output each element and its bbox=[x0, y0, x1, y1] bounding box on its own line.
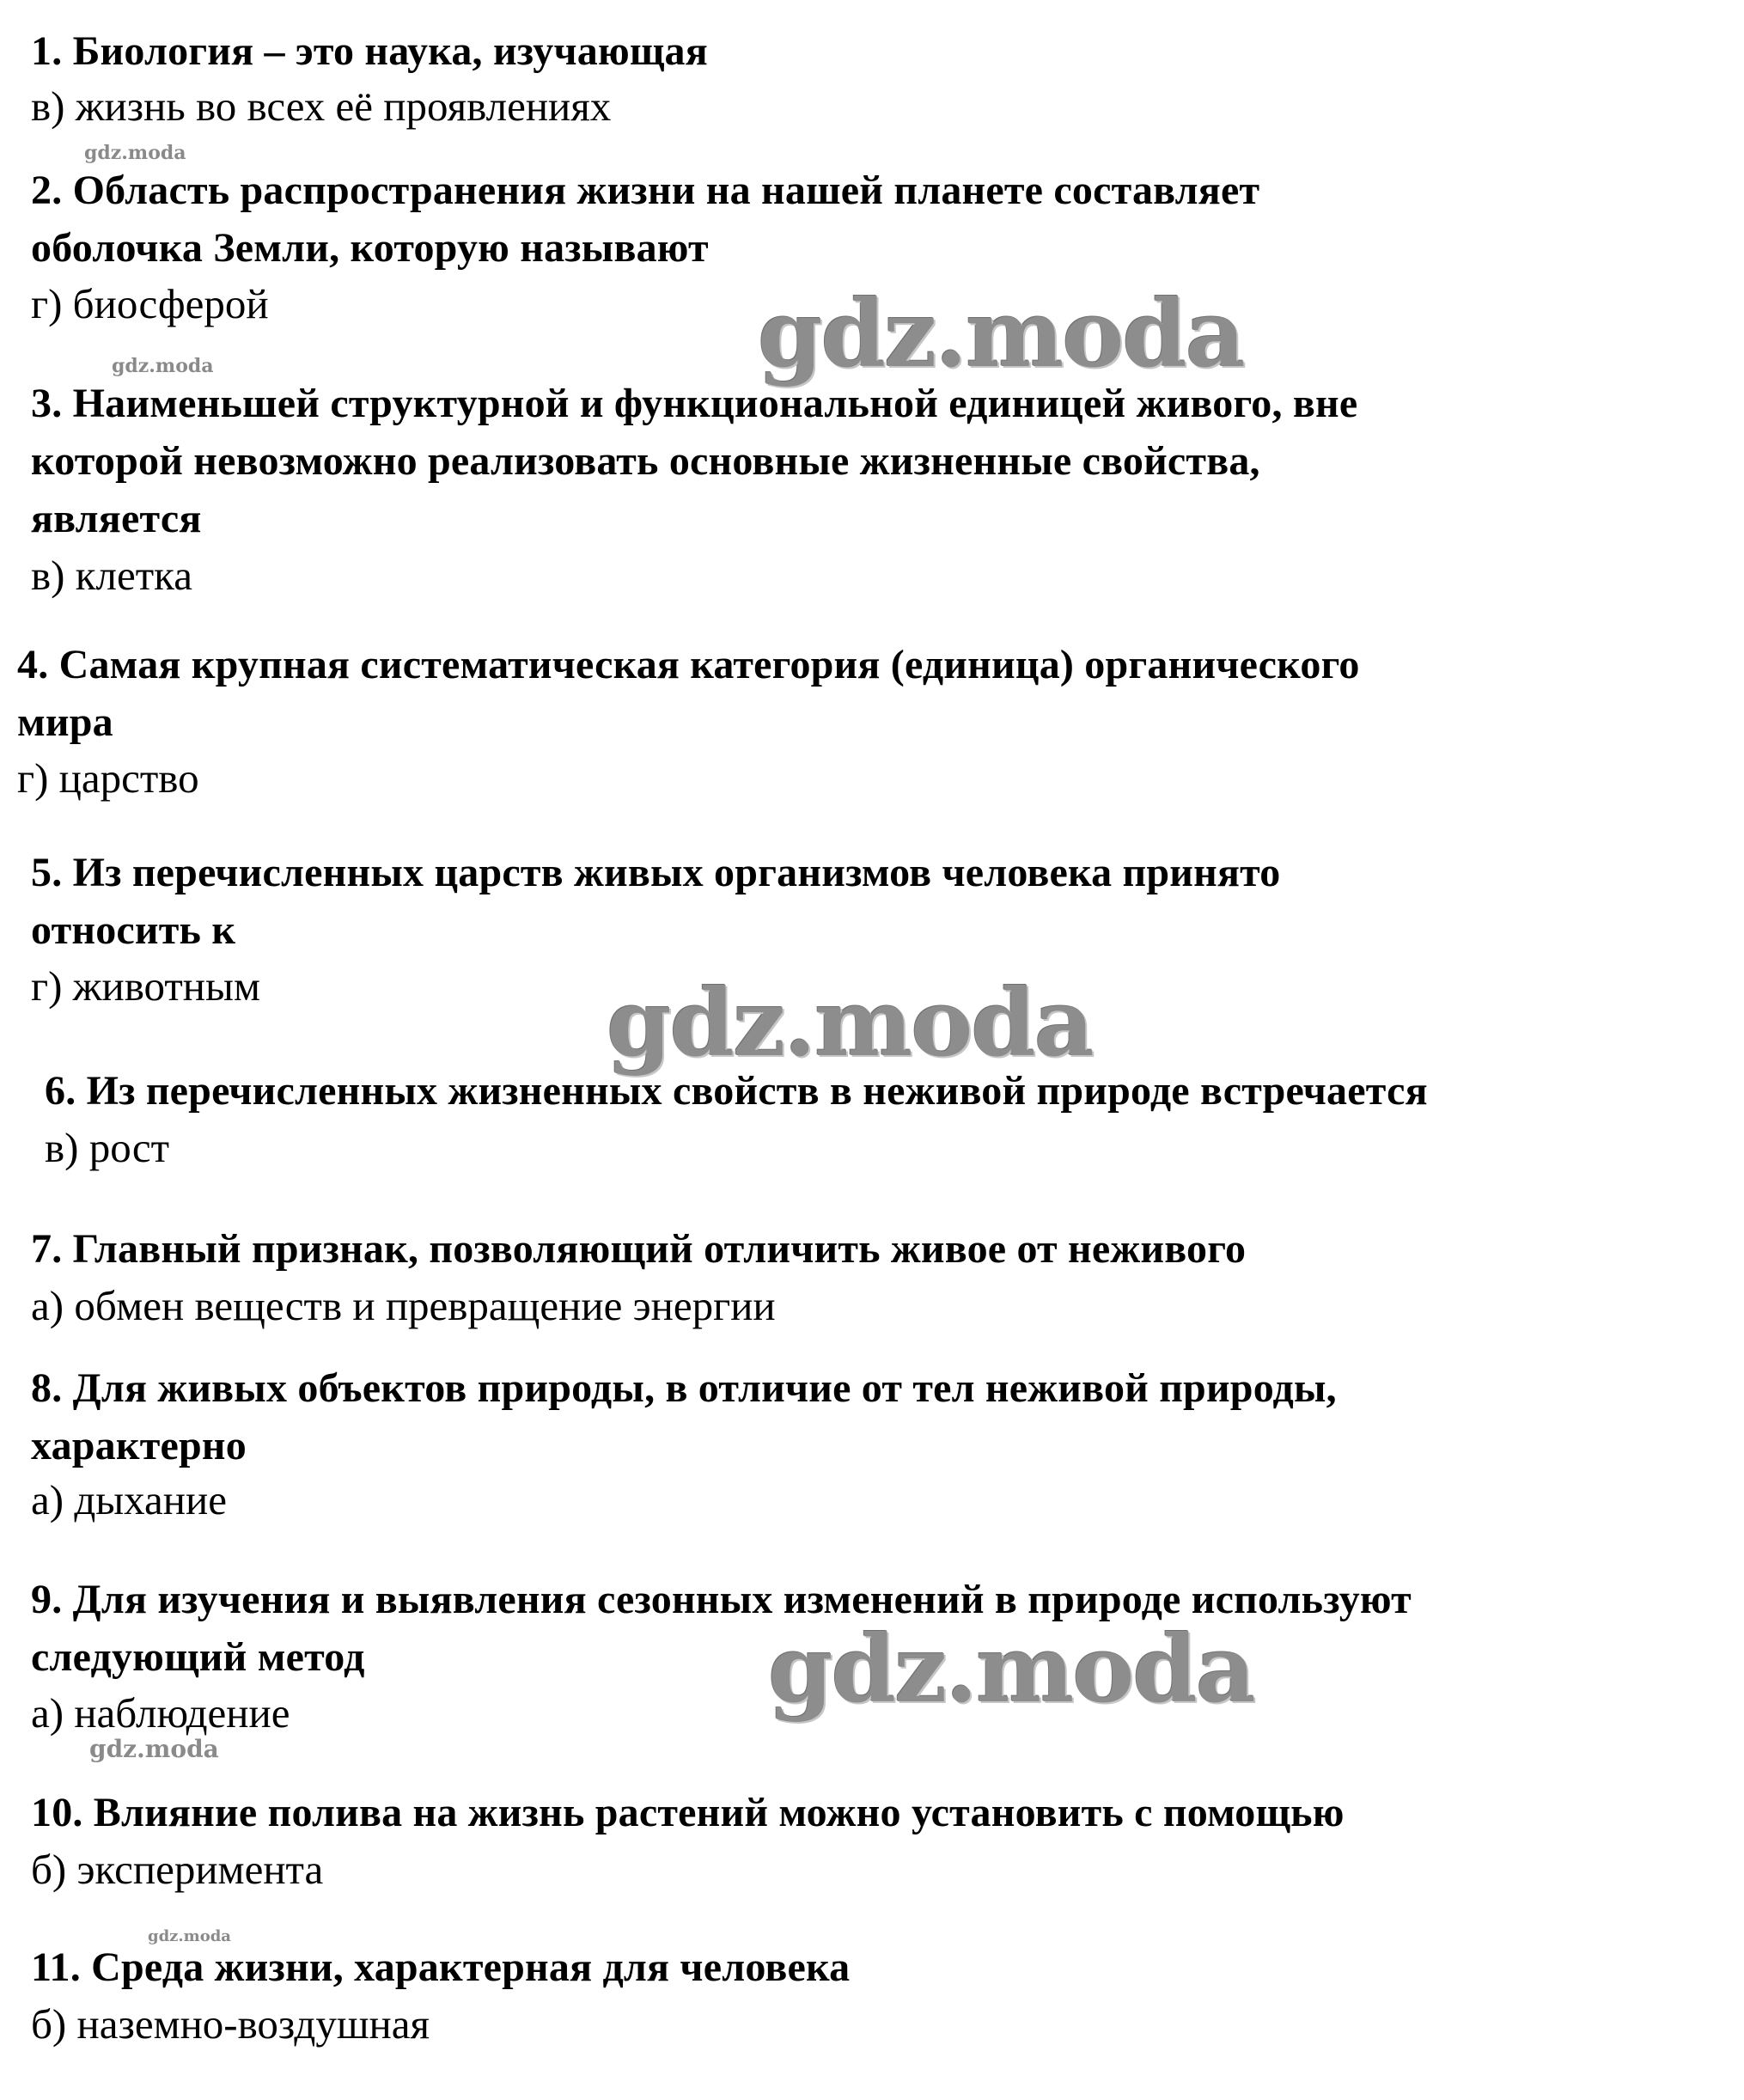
question-4-line-1: 4. Самая крупная систематическая категория (единица) органического bbox=[17, 642, 1360, 687]
question-1 bbox=[31, 22, 708, 80]
answer-8: а) дыхание bbox=[31, 1476, 227, 1523]
question-2-line-2: оболочка Земли, которую называют bbox=[31, 225, 709, 271]
question-6-line-1: 6. Из перечисленных жизненных свойств в неживой природе встречается bbox=[45, 1068, 1428, 1114]
answer-2: г) биосферой bbox=[31, 280, 269, 327]
question-8-line-2: характерно bbox=[31, 1423, 247, 1468]
answer-5: г) животным bbox=[31, 962, 260, 1010]
question-3 bbox=[31, 375, 1357, 547]
watermark-large: gdz.moda bbox=[607, 969, 1093, 1077]
question-2 bbox=[31, 162, 1259, 277]
question-1-line-1: 1. Биология – это наука, изучающая bbox=[31, 28, 708, 74]
answer-9: а) наблюдение bbox=[31, 1689, 290, 1737]
question-4 bbox=[17, 636, 1360, 751]
question-5-line-1: 5. Из перечисленных царств живых организмов человека принято bbox=[31, 850, 1281, 895]
answer-10: б) эксперимента bbox=[31, 1846, 324, 1893]
question-9-line-1: 9. Для изучения и выявления сезонных изменений в природе используют bbox=[31, 1577, 1412, 1622]
question-10 bbox=[31, 1784, 1345, 1841]
question-5-line-2: относить к bbox=[31, 907, 236, 953]
watermark-large: gdz.moda bbox=[758, 280, 1244, 388]
question-3-line-3: является bbox=[31, 496, 202, 541]
answer-3: в) клетка bbox=[31, 552, 192, 599]
question-7-line-1: 7. Главный признак, позволяющий отличить живое от неживого bbox=[31, 1226, 1247, 1272]
question-4-line-2: мира bbox=[17, 699, 113, 745]
question-8 bbox=[31, 1359, 1337, 1474]
watermark-small: gdz.moda bbox=[84, 142, 186, 164]
question-7 bbox=[31, 1220, 1246, 1278]
question-11-line-1: 11. Среда жизни, характерная для человека bbox=[31, 1944, 851, 1990]
answer-11: б) наземно-воздушная bbox=[31, 2000, 430, 2048]
answer-6: в) рост bbox=[45, 1124, 170, 1171]
watermark-small: gdz.moda bbox=[148, 1927, 231, 1945]
question-5 bbox=[31, 844, 1281, 959]
question-2-line-1: 2. Область распространения жизни на нашей планете составляет bbox=[31, 168, 1260, 213]
answer-7: а) обмен веществ и превращение энергии bbox=[31, 1282, 776, 1329]
question-8-line-1: 8. Для живых объектов природы, в отличие от тел неживой природы, bbox=[31, 1365, 1337, 1411]
question-3-line-1: 3. Наименьшей структурной и функциональной единицей живого, вне bbox=[31, 381, 1358, 426]
answer-1: в) жизнь во всех её проявлениях bbox=[31, 82, 612, 130]
question-3-line-2: которой невозможно реализовать основные жизненные свойства, bbox=[31, 438, 1260, 484]
answer-4: г) царство bbox=[17, 754, 199, 802]
question-10-line-1: 10. Влияние полива на жизнь растений можно установить с помощью bbox=[31, 1790, 1345, 1835]
watermark-small: gdz.moda bbox=[112, 355, 214, 377]
question-9-line-2: следующий метод bbox=[31, 1634, 365, 1680]
watermark-large: gdz.moda bbox=[768, 1615, 1254, 1724]
question-11 bbox=[31, 1938, 850, 1996]
watermark-small: gdz.moda bbox=[89, 1735, 219, 1763]
